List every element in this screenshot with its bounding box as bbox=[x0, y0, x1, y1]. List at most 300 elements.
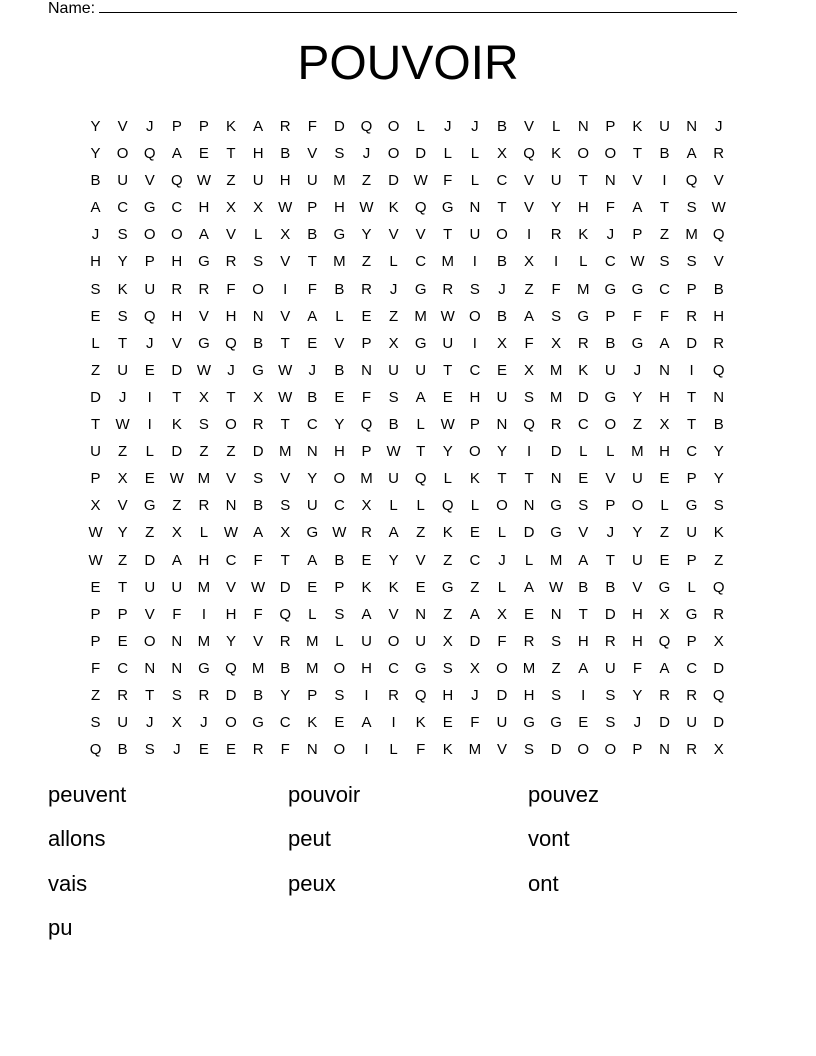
grid-cell[interactable]: R bbox=[361, 524, 372, 542]
grid-cell[interactable]: T bbox=[280, 416, 290, 434]
grid-cell[interactable]: U bbox=[686, 714, 698, 732]
grid-cell[interactable]: B bbox=[496, 307, 507, 325]
grid-cell[interactable]: Z bbox=[524, 280, 534, 298]
grid-cell[interactable]: T bbox=[524, 470, 534, 488]
grid-cell[interactable]: A bbox=[469, 605, 480, 623]
grid-cell[interactable]: H bbox=[198, 551, 210, 569]
grid-cell[interactable]: A bbox=[686, 145, 697, 163]
grid-cell[interactable]: Y bbox=[117, 253, 128, 271]
grid-cell[interactable]: L bbox=[687, 578, 696, 596]
grid-cell[interactable]: T bbox=[443, 361, 453, 379]
grid-cell[interactable]: K bbox=[171, 416, 182, 434]
grid-cell[interactable]: J bbox=[145, 714, 154, 732]
grid-cell[interactable]: S bbox=[253, 253, 264, 271]
grid-cell[interactable]: F bbox=[443, 172, 453, 190]
grid-cell[interactable]: R bbox=[713, 334, 725, 352]
grid-cell[interactable]: X bbox=[713, 741, 724, 759]
grid-cell[interactable]: Z bbox=[90, 686, 101, 704]
grid-cell[interactable]: X bbox=[713, 632, 724, 650]
grid-cell[interactable]: R bbox=[686, 307, 698, 325]
grid-cell[interactable]: K bbox=[361, 578, 372, 596]
grid-cell[interactable]: V bbox=[578, 524, 589, 542]
grid-cell[interactable]: I bbox=[472, 253, 477, 271]
grid-cell[interactable]: U bbox=[496, 388, 508, 406]
grid-cell[interactable]: X bbox=[524, 361, 535, 379]
grid-cell[interactable]: L bbox=[443, 470, 452, 488]
grid-cell[interactable]: T bbox=[687, 416, 697, 434]
grid-cell[interactable]: J bbox=[444, 118, 452, 135]
grid-cell[interactable]: I bbox=[526, 443, 532, 461]
grid-cell[interactable]: L bbox=[579, 253, 588, 271]
grid-cell[interactable]: V bbox=[496, 741, 507, 759]
grid-cell[interactable]: P bbox=[632, 741, 643, 759]
grid-cell[interactable]: A bbox=[253, 524, 264, 542]
grid-cell[interactable]: C bbox=[306, 416, 318, 434]
grid-cell[interactable]: K bbox=[388, 578, 399, 596]
grid-cell[interactable]: O bbox=[631, 497, 644, 515]
grid-cell[interactable]: I bbox=[147, 388, 152, 406]
grid-cell[interactable]: K bbox=[551, 145, 562, 163]
grid-cell[interactable]: J bbox=[362, 145, 371, 163]
grid-cell[interactable]: N bbox=[713, 388, 725, 406]
grid-cell[interactable]: N bbox=[144, 659, 156, 677]
grid-cell[interactable]: O bbox=[387, 632, 400, 650]
grid-cell[interactable]: S bbox=[524, 388, 535, 406]
grid-cell[interactable]: Q bbox=[712, 361, 725, 379]
grid-cell[interactable]: U bbox=[469, 226, 481, 244]
grid-cell[interactable]: D bbox=[279, 578, 291, 596]
grid-cell[interactable]: O bbox=[496, 659, 508, 677]
grid-cell[interactable]: H bbox=[577, 632, 589, 650]
grid-cell[interactable]: H bbox=[198, 199, 210, 217]
grid-cell[interactable]: X bbox=[496, 605, 507, 623]
grid-cell[interactable]: S bbox=[388, 388, 399, 406]
grid-cell[interactable]: L bbox=[551, 118, 561, 135]
grid-cell[interactable]: O bbox=[469, 307, 481, 325]
grid-cell[interactable]: S bbox=[551, 632, 562, 650]
grid-cell[interactable]: J bbox=[173, 741, 181, 759]
grid-cell[interactable]: M bbox=[549, 361, 563, 379]
grid-cell[interactable]: S bbox=[334, 686, 345, 704]
grid-cell[interactable]: C bbox=[604, 253, 616, 271]
grid-cell[interactable]: V bbox=[280, 253, 291, 271]
grid-cell[interactable]: E bbox=[469, 524, 480, 542]
grid-cell[interactable]: U bbox=[144, 280, 156, 298]
grid-cell[interactable]: R bbox=[198, 686, 210, 704]
grid-cell[interactable]: X bbox=[253, 388, 264, 406]
grid-cell[interactable]: Q bbox=[170, 172, 183, 190]
grid-cell[interactable]: K bbox=[307, 714, 318, 732]
grid-cell[interactable]: U bbox=[361, 632, 372, 650]
grid-cell[interactable]: S bbox=[117, 307, 128, 325]
grid-cell[interactable]: R bbox=[279, 118, 291, 135]
grid-cell[interactable]: S bbox=[524, 741, 535, 759]
grid-cell[interactable]: D bbox=[550, 741, 562, 759]
grid-cell[interactable]: V bbox=[144, 605, 155, 623]
grid-cell[interactable]: G bbox=[252, 361, 264, 379]
grid-cell[interactable]: H bbox=[90, 253, 101, 271]
grid-cell[interactable]: N bbox=[523, 497, 535, 515]
grid-cell[interactable]: N bbox=[496, 416, 508, 434]
grid-cell[interactable]: M bbox=[468, 741, 482, 759]
grid-cell[interactable]: H bbox=[713, 307, 725, 325]
grid-cell[interactable]: M bbox=[197, 470, 211, 488]
grid-cell[interactable]: Q bbox=[279, 605, 292, 623]
grid-cell[interactable]: Q bbox=[414, 199, 427, 217]
grid-cell[interactable]: E bbox=[524, 605, 535, 623]
grid-cell[interactable]: G bbox=[143, 497, 156, 515]
grid-cell[interactable]: F bbox=[361, 388, 372, 406]
grid-cell[interactable]: B bbox=[605, 334, 616, 352]
grid-cell[interactable]: G bbox=[414, 659, 427, 677]
grid-cell[interactable]: C bbox=[117, 659, 129, 677]
grid-cell[interactable]: W bbox=[115, 416, 130, 434]
grid-cell[interactable]: U bbox=[415, 361, 427, 379]
grid-cell[interactable]: E bbox=[578, 714, 589, 732]
grid-cell[interactable]: R bbox=[577, 334, 589, 352]
grid-cell[interactable]: S bbox=[334, 145, 345, 163]
grid-cell[interactable]: X bbox=[198, 388, 209, 406]
grid-cell[interactable]: B bbox=[334, 280, 345, 298]
grid-cell[interactable]: H bbox=[632, 632, 643, 650]
grid-cell[interactable]: T bbox=[118, 578, 128, 596]
grid-cell[interactable]: S bbox=[117, 226, 128, 244]
grid-cell[interactable]: N bbox=[306, 741, 318, 759]
grid-cell[interactable]: L bbox=[253, 226, 263, 244]
grid-cell[interactable]: G bbox=[550, 497, 562, 515]
grid-cell[interactable]: H bbox=[577, 199, 589, 217]
grid-cell[interactable]: X bbox=[280, 524, 291, 542]
grid-cell[interactable]: H bbox=[361, 659, 372, 677]
grid-cell[interactable]: V bbox=[226, 578, 237, 596]
grid-cell[interactable]: N bbox=[686, 118, 698, 135]
grid-cell[interactable]: X bbox=[90, 497, 101, 515]
grid-cell[interactable]: R bbox=[442, 280, 454, 298]
grid-cell[interactable]: Y bbox=[361, 226, 372, 244]
grid-cell[interactable]: M bbox=[685, 226, 698, 244]
grid-cell[interactable]: T bbox=[687, 388, 697, 406]
grid-cell[interactable]: G bbox=[252, 714, 264, 732]
grid-cell[interactable]: C bbox=[577, 416, 589, 434]
grid-cell[interactable]: Y bbox=[632, 524, 643, 542]
grid-cell[interactable]: X bbox=[171, 524, 182, 542]
grid-cell[interactable]: S bbox=[144, 741, 155, 759]
grid-cell[interactable]: W bbox=[169, 470, 184, 488]
grid-cell[interactable]: Z bbox=[226, 172, 236, 190]
grid-cell[interactable]: Q bbox=[143, 145, 156, 163]
grid-cell[interactable]: A bbox=[524, 307, 535, 325]
grid-cell[interactable]: E bbox=[144, 361, 155, 379]
grid-cell[interactable]: W bbox=[278, 199, 293, 217]
grid-cell[interactable]: A bbox=[578, 551, 589, 569]
grid-cell[interactable]: E bbox=[442, 714, 453, 732]
grid-cell[interactable]: Q bbox=[523, 416, 535, 434]
grid-cell[interactable]: R bbox=[361, 280, 372, 298]
grid-cell[interactable]: N bbox=[415, 605, 427, 623]
grid-cell[interactable]: U bbox=[306, 172, 318, 190]
grid-cell[interactable]: U bbox=[415, 632, 427, 650]
grid-cell[interactable]: T bbox=[226, 388, 236, 406]
grid-cell[interactable]: G bbox=[631, 280, 644, 298]
grid-cell[interactable]: H bbox=[225, 307, 237, 325]
grid-cell[interactable]: U bbox=[388, 361, 399, 379]
grid-cell[interactable]: J bbox=[633, 714, 642, 732]
grid-cell[interactable]: B bbox=[496, 253, 507, 271]
grid-cell[interactable]: W bbox=[440, 307, 455, 325]
grid-cell[interactable]: D bbox=[604, 605, 616, 623]
grid-cell[interactable]: S bbox=[686, 253, 697, 271]
grid-cell[interactable]: C bbox=[686, 659, 698, 677]
grid-cell[interactable]: O bbox=[387, 145, 400, 163]
grid-cell[interactable]: U bbox=[117, 172, 129, 190]
grid-cell[interactable]: V bbox=[226, 226, 237, 244]
grid-cell[interactable]: E bbox=[198, 741, 209, 759]
grid-cell[interactable]: V bbox=[117, 118, 128, 135]
grid-cell[interactable]: G bbox=[441, 199, 454, 217]
grid-cell[interactable]: O bbox=[333, 659, 346, 677]
grid-cell[interactable]: T bbox=[632, 145, 642, 163]
grid-cell[interactable]: T bbox=[226, 145, 236, 163]
grid-cell[interactable]: Q bbox=[712, 578, 725, 596]
grid-cell[interactable]: B bbox=[90, 172, 101, 190]
grid-cell[interactable]: X bbox=[469, 659, 480, 677]
grid-cell[interactable]: P bbox=[171, 118, 182, 135]
grid-cell[interactable]: E bbox=[117, 632, 128, 650]
grid-cell[interactable]: G bbox=[333, 226, 346, 244]
grid-cell[interactable]: V bbox=[253, 632, 264, 650]
grid-cell[interactable]: B bbox=[605, 578, 616, 596]
grid-cell[interactable]: E bbox=[334, 388, 345, 406]
grid-cell[interactable]: T bbox=[307, 253, 317, 271]
grid-cell[interactable]: I bbox=[581, 686, 586, 704]
grid-cell[interactable]: X bbox=[496, 145, 507, 163]
grid-cell[interactable]: K bbox=[442, 524, 453, 542]
grid-cell[interactable]: S bbox=[171, 686, 182, 704]
grid-cell[interactable]: J bbox=[606, 524, 615, 542]
grid-cell[interactable]: T bbox=[90, 416, 101, 434]
grid-cell[interactable]: A bbox=[659, 659, 670, 677]
grid-cell[interactable]: P bbox=[361, 334, 372, 352]
grid-cell[interactable]: P bbox=[334, 578, 345, 596]
grid-cell[interactable]: H bbox=[333, 443, 345, 461]
grid-cell[interactable]: G bbox=[631, 334, 644, 352]
grid-cell[interactable]: Y bbox=[307, 470, 318, 488]
grid-cell[interactable]: L bbox=[416, 497, 425, 515]
grid-cell[interactable]: E bbox=[578, 470, 589, 488]
grid-cell[interactable]: A bbox=[90, 199, 101, 217]
grid-cell[interactable]: W bbox=[359, 199, 374, 217]
grid-cell[interactable]: I bbox=[364, 741, 369, 759]
grid-cell[interactable]: A bbox=[388, 524, 399, 542]
grid-cell[interactable]: S bbox=[605, 686, 616, 704]
grid-cell[interactable]: M bbox=[333, 253, 346, 271]
grid-cell[interactable]: O bbox=[225, 416, 237, 434]
grid-cell[interactable]: Q bbox=[414, 470, 427, 488]
grid-cell[interactable]: A bbox=[578, 659, 589, 677]
grid-cell[interactable]: A bbox=[307, 307, 318, 325]
grid-cell[interactable]: C bbox=[496, 172, 508, 190]
grid-cell[interactable]: Y bbox=[388, 551, 399, 569]
grid-cell[interactable]: L bbox=[579, 443, 588, 461]
grid-cell[interactable]: Z bbox=[226, 443, 236, 461]
grid-cell[interactable]: Q bbox=[712, 226, 725, 244]
grid-cell[interactable]: V bbox=[117, 497, 128, 515]
grid-cell[interactable]: P bbox=[686, 551, 697, 569]
grid-cell[interactable]: L bbox=[416, 416, 425, 434]
grid-cell[interactable]: J bbox=[308, 361, 317, 379]
grid-cell[interactable]: G bbox=[198, 659, 210, 677]
grid-cell[interactable]: B bbox=[578, 578, 589, 596]
grid-cell[interactable]: J bbox=[606, 226, 615, 244]
grid-cell[interactable]: M bbox=[197, 632, 211, 650]
grid-cell[interactable]: D bbox=[333, 118, 345, 135]
grid-cell[interactable]: Y bbox=[713, 443, 724, 461]
grid-cell[interactable]: E bbox=[144, 470, 155, 488]
grid-cell[interactable]: B bbox=[253, 686, 264, 704]
grid-cell[interactable]: G bbox=[685, 605, 698, 623]
grid-cell[interactable]: S bbox=[551, 307, 562, 325]
grid-cell[interactable]: R bbox=[604, 632, 616, 650]
grid-cell[interactable]: Q bbox=[441, 497, 454, 515]
grid-cell[interactable]: U bbox=[117, 361, 129, 379]
grid-cell[interactable]: X bbox=[388, 334, 399, 352]
grid-cell[interactable]: E bbox=[90, 307, 101, 325]
grid-cell[interactable]: N bbox=[469, 199, 481, 217]
grid-cell[interactable]: D bbox=[686, 334, 698, 352]
grid-cell[interactable]: A bbox=[524, 578, 535, 596]
grid-cell[interactable]: A bbox=[253, 118, 264, 135]
grid-cell[interactable]: H bbox=[279, 172, 291, 190]
grid-cell[interactable]: A bbox=[171, 145, 182, 163]
grid-cell[interactable]: U bbox=[604, 659, 616, 677]
grid-cell[interactable]: R bbox=[550, 416, 562, 434]
grid-cell[interactable]: Z bbox=[470, 578, 480, 596]
grid-cell[interactable]: V bbox=[198, 307, 209, 325]
grid-cell[interactable]: J bbox=[145, 334, 154, 352]
grid-cell[interactable]: Q bbox=[685, 172, 698, 190]
grid-cell[interactable]: B bbox=[496, 118, 507, 135]
grid-cell[interactable]: I bbox=[526, 226, 532, 244]
grid-cell[interactable]: J bbox=[200, 714, 208, 732]
grid-cell[interactable]: Q bbox=[658, 632, 671, 650]
grid-cell[interactable]: V bbox=[632, 172, 643, 190]
grid-cell[interactable]: I bbox=[201, 605, 206, 623]
grid-cell[interactable]: H bbox=[333, 199, 345, 217]
grid-cell[interactable]: Q bbox=[225, 334, 237, 352]
grid-cell[interactable]: D bbox=[171, 361, 183, 379]
grid-cell[interactable]: O bbox=[604, 145, 617, 163]
grid-cell[interactable]: F bbox=[524, 334, 534, 352]
grid-cell[interactable]: D bbox=[90, 388, 101, 406]
grid-cell[interactable]: F bbox=[632, 307, 642, 325]
grid-cell[interactable]: X bbox=[253, 199, 264, 217]
grid-cell[interactable]: E bbox=[415, 578, 426, 596]
grid-cell[interactable]: W bbox=[278, 361, 293, 379]
grid-cell[interactable]: S bbox=[605, 714, 616, 732]
grid-cell[interactable]: F bbox=[226, 280, 236, 298]
grid-cell[interactable]: L bbox=[470, 172, 480, 190]
grid-cell[interactable]: J bbox=[471, 118, 479, 135]
grid-cell[interactable]: M bbox=[576, 280, 590, 298]
grid-cell[interactable]: J bbox=[91, 226, 100, 244]
grid-cell[interactable]: B bbox=[713, 416, 724, 434]
grid-cell[interactable]: T bbox=[497, 199, 507, 217]
grid-cell[interactable]: Q bbox=[360, 416, 373, 434]
grid-cell[interactable]: V bbox=[415, 551, 426, 569]
grid-cell[interactable]: J bbox=[714, 118, 723, 135]
grid-cell[interactable]: I bbox=[689, 361, 694, 379]
grid-cell[interactable]: W bbox=[88, 551, 103, 569]
grid-cell[interactable]: G bbox=[441, 578, 454, 596]
grid-cell[interactable]: U bbox=[604, 361, 616, 379]
grid-cell[interactable]: V bbox=[524, 172, 535, 190]
grid-cell[interactable]: S bbox=[90, 714, 101, 732]
grid-cell[interactable]: W bbox=[549, 578, 564, 596]
grid-cell[interactable]: E bbox=[442, 388, 453, 406]
grid-cell[interactable]: L bbox=[470, 145, 480, 163]
grid-cell[interactable]: K bbox=[578, 361, 589, 379]
grid-cell[interactable]: G bbox=[414, 334, 427, 352]
grid-cell[interactable]: K bbox=[415, 714, 426, 732]
grid-cell[interactable]: B bbox=[388, 416, 399, 434]
grid-cell[interactable]: M bbox=[278, 443, 292, 461]
grid-cell[interactable]: G bbox=[604, 388, 617, 406]
grid-cell[interactable]: L bbox=[660, 497, 669, 515]
grid-cell[interactable]: U bbox=[90, 443, 101, 461]
grid-cell[interactable]: X bbox=[171, 714, 182, 732]
grid-cell[interactable]: Z bbox=[659, 226, 670, 244]
grid-cell[interactable]: S bbox=[713, 497, 724, 515]
grid-cell[interactable]: G bbox=[143, 199, 156, 217]
grid-cell[interactable]: T bbox=[578, 172, 588, 190]
grid-cell[interactable]: H bbox=[171, 253, 183, 271]
grid-cell[interactable]: R bbox=[550, 226, 562, 244]
grid-cell[interactable]: O bbox=[604, 416, 617, 434]
grid-cell[interactable]: O bbox=[496, 497, 508, 515]
grid-cell[interactable]: P bbox=[307, 199, 318, 217]
grid-cell[interactable]: O bbox=[469, 443, 481, 461]
grid-cell[interactable]: B bbox=[280, 659, 291, 677]
grid-cell[interactable]: Y bbox=[713, 470, 724, 488]
grid-cell[interactable]: P bbox=[361, 443, 372, 461]
grid-cell[interactable]: X bbox=[226, 199, 237, 217]
grid-cell[interactable]: S bbox=[551, 686, 562, 704]
grid-cell[interactable]: W bbox=[251, 578, 266, 596]
grid-cell[interactable]: S bbox=[280, 497, 291, 515]
grid-cell[interactable]: M bbox=[631, 443, 644, 461]
grid-cell[interactable]: J bbox=[498, 551, 506, 569]
grid-cell[interactable]: T bbox=[497, 470, 507, 488]
grid-cell[interactable]: K bbox=[117, 280, 128, 298]
grid-cell[interactable]: N bbox=[659, 741, 670, 759]
grid-cell[interactable]: V bbox=[524, 118, 535, 135]
grid-cell[interactable]: X bbox=[551, 334, 562, 352]
grid-cell[interactable]: F bbox=[253, 605, 263, 623]
grid-cell[interactable]: P bbox=[307, 686, 318, 704]
grid-cell[interactable]: A bbox=[632, 199, 643, 217]
grid-cell[interactable]: P bbox=[605, 307, 616, 325]
grid-cell[interactable]: T bbox=[172, 388, 182, 406]
name-line[interactable] bbox=[99, 0, 737, 13]
grid-cell[interactable]: D bbox=[523, 524, 535, 542]
grid-cell[interactable]: P bbox=[469, 416, 480, 434]
grid-cell[interactable]: J bbox=[471, 686, 479, 704]
grid-cell[interactable]: Q bbox=[225, 659, 237, 677]
grid-cell[interactable]: R bbox=[198, 280, 210, 298]
grid-cell[interactable]: A bbox=[171, 551, 182, 569]
grid-cell[interactable]: W bbox=[711, 199, 726, 217]
grid-cell[interactable]: R bbox=[117, 686, 129, 704]
